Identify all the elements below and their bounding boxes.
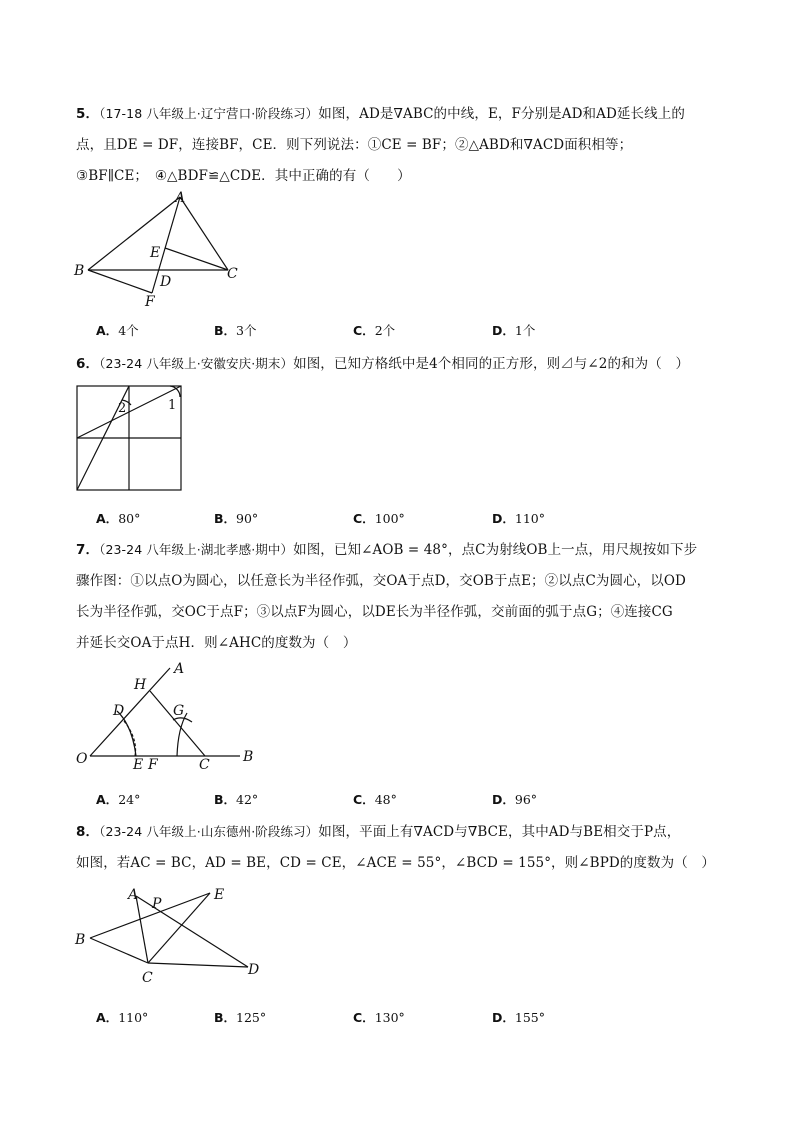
q5-label-d: D bbox=[160, 274, 172, 290]
q6-number: 6． bbox=[76, 356, 100, 372]
q8-label-a: A bbox=[128, 887, 139, 903]
q7-option-a: A．24° bbox=[96, 792, 141, 807]
q6-option-a: A．80° bbox=[96, 511, 141, 526]
q5-option-c: C．2个 bbox=[353, 323, 396, 338]
q7-label-c: C bbox=[199, 757, 210, 773]
q7-line-1 bbox=[76, 538, 697, 558]
q6-option-c: C．100° bbox=[353, 511, 405, 526]
q8-label-b: B bbox=[75, 932, 86, 948]
q7-option-c: C．48° bbox=[353, 792, 397, 807]
q8-line-2: 如图，若AC = BC，AD = BE，CD = CE，∠ACE = 55°，∠BCD = 155°，则∠BPD的度数为（ ） bbox=[76, 855, 715, 871]
q8-label-c: C bbox=[142, 970, 153, 986]
q8-option-b: B．125° bbox=[214, 1010, 267, 1025]
q6-text: 如图，已知方格纸中是4个相同的正方形，则⊿与∠2的和为（ ） bbox=[293, 356, 690, 372]
q7-label-b: B bbox=[243, 749, 254, 765]
q6-option-b: B．90° bbox=[214, 511, 259, 526]
q8-option-a: A．110° bbox=[96, 1010, 149, 1025]
q8-label-p: P bbox=[152, 896, 162, 912]
q8-number: 8． bbox=[76, 824, 100, 840]
q6-label-angle2: 2 bbox=[118, 401, 127, 416]
q8-source: （23-24 八年级上·山东德州·阶段练习） bbox=[99, 824, 319, 839]
q7-line-2: 骤作图：①以点O为圆心，以任意长为半径作弧，交OA于点D，交OB于点E；②以点C为圆心，以OD bbox=[76, 573, 686, 589]
q7-label-h: H bbox=[134, 677, 147, 693]
q8-figure bbox=[70, 878, 270, 993]
q8-line-1 bbox=[76, 820, 680, 840]
q6-source: （23-24 八年级上·安徽安庆·期末） bbox=[99, 356, 294, 371]
q5-label-e: E bbox=[150, 245, 161, 261]
q5-label-f: F bbox=[145, 294, 155, 310]
q8-label-d: D bbox=[248, 962, 260, 978]
q7-source: （23-24 八年级上·湖北孝感·期中） bbox=[99, 542, 294, 557]
q5-label-a: A bbox=[175, 190, 186, 206]
q7-label-a: A bbox=[174, 661, 185, 677]
q8-label-e: E bbox=[214, 887, 225, 903]
q7-figure bbox=[70, 655, 270, 780]
q5-figure bbox=[70, 185, 260, 315]
q7-text: 如图，已知∠AOB = 48°，点C为射线OB上一点，用尺规按如下步 bbox=[293, 542, 698, 558]
q7-line-4: 并延长交OA于点H．则∠AHC的度数为（ ） bbox=[76, 635, 357, 651]
q7-label-o: O bbox=[76, 751, 88, 767]
q5-label-c: C bbox=[227, 266, 238, 282]
q6-line-1 bbox=[76, 352, 689, 372]
q5-option-d: D．1个 bbox=[492, 323, 536, 338]
q5-line-3: ③BF∥CE； ④△BDF≌△CDE．其中正确的有（ ） bbox=[76, 168, 411, 184]
q7-option-d: D．96° bbox=[492, 792, 538, 807]
q5-number: 5． bbox=[76, 106, 100, 122]
q5-option-b: B．3个 bbox=[214, 323, 257, 338]
q7-option-b: B．42° bbox=[214, 792, 259, 807]
q5-source: （17-18 八年级上·辽宁营口·阶段练习） bbox=[99, 106, 319, 121]
q6-label-angle1: 1 bbox=[168, 398, 177, 413]
q7-label-f: F bbox=[148, 757, 158, 773]
q6-option-d: D．110° bbox=[492, 511, 545, 526]
q7-label-d: D bbox=[113, 703, 125, 719]
q5-line-1 bbox=[76, 102, 685, 122]
q5-line-2: 点，且DE = DF，连接BF，CE．则下列说法：①CE = BF；②△ABD和∇ACD面积相等； bbox=[76, 137, 633, 153]
q8-option-d: D．155° bbox=[492, 1010, 545, 1025]
q5-label-b: B bbox=[74, 263, 85, 279]
q7-line-3: 长为半径作弧，交OC于点F；③以点F为圆心，以DE长为半径作弧，交前面的弧于点G；④连接CG bbox=[76, 604, 673, 620]
q5-text: 如图，AD是∇ABC的中线，E，F分别是AD和AD延长线上的 bbox=[318, 106, 685, 122]
q7-label-e: E bbox=[133, 757, 144, 773]
q7-number: 7． bbox=[76, 542, 100, 558]
q8-option-c: C．130° bbox=[353, 1010, 405, 1025]
q5-option-a: A．4个 bbox=[96, 323, 139, 338]
q7-label-g: G bbox=[173, 703, 185, 719]
q8-text: 如图，平面上有∇ACD与∇BCE，其中AD与BE相交于P点， bbox=[318, 824, 681, 840]
q6-figure bbox=[70, 380, 190, 495]
